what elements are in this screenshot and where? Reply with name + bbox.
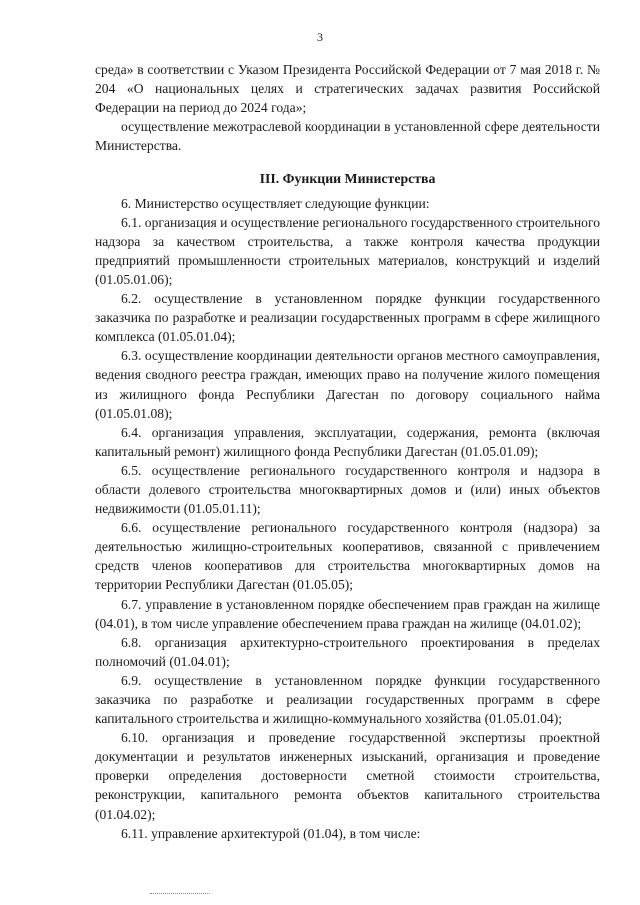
section-heading: III. Функции Министерства <box>259 171 436 187</box>
page-number: 3 <box>317 30 323 44</box>
intro-paragraph: осуществление межотраслевой координации в установленной сфере деятельности Министерства. <box>95 119 600 154</box>
function-item-6-9: 6.9. осуществление в установленном порядке функции государственного заказчика по разработке и реализации государственных программ в сфере капитального строительства и жилищно-коммунального хозяйства (01.05.01.04); <box>95 672 600 727</box>
function-item-6-8: 6.8. организация архитектурно-строительного проектирования в пределах полномочий (01.04.01); <box>95 634 600 669</box>
function-item-6-5: 6.5. осуществление регионального государственного контроля и надзора в области долевого строительства многоквартирных домов и (или) иных объектов недвижимости (01.05.01.11); <box>95 462 600 517</box>
function-item-6-6: 6.6. осуществление регионального государственного контроля (надзора) за деятельностью жилищно-строительных кооперативов, связанной с привлечением средств членов кооперативов для строительства многоквартирных домов на территории Республики Дагестан (01.05.05); <box>95 520 600 593</box>
function-item-6-10: 6.10. организация и проведение государственной экспертизы проектной документации и результатов инженерных изысканий, организация и проведение проверки определения достоверности сметной стоимости строительства, реконструкции, капитального ремонта объектов капитального строительства (01.04.02); <box>95 730 600 822</box>
function-item-6-4: 6.4. организация управления, эксплуатации, содержания, ремонта (включая капитальный ремонт) жилищного фонда Республики Дагестан (01.05.01.09); <box>95 424 600 459</box>
section-lead-paragraph: 6. Министерство осуществляет следующие функции: <box>121 195 430 211</box>
function-item-6-7: 6.7. управление в установленном порядке обеспечением прав граждан на жилище (04.01), в том числе управление обеспечением права граждан на жилище (04.01.02); <box>95 596 600 631</box>
scan-artifact-mark <box>150 893 210 895</box>
function-item-6-3: 6.3. осуществление координации деятельности органов местного самоуправления, ведения сводного реестра граждан, имеющих право на получение жилого помещения из жилищного фонда Республики Дагестан по договору социального найма (01.05.01.08); <box>95 348 600 421</box>
function-item-6-1: 6.1. организация и осуществление регионального государственного строительного надзора за качеством строительства, а также контроля качества продукции предприятий промышленности строительных материалов, конструкций и изделий (01.05.01.06); <box>95 214 600 287</box>
function-item-6-2: 6.2. осуществление в установленном порядке функции государственного заказчика по разработке и реализации государственных программ в сфере жилищного комплекса (01.05.01.04); <box>95 291 600 345</box>
function-item-6-11: 6.11. управление архитектурой (01.04), в том числе: <box>121 825 421 841</box>
intro-paragraph-continued: среда» в соответствии с Указом Президента Российской Федерации от 7 мая 2018 г. № 204 «О национальных целях и стратегических задачах развития Российской Федерации на период до 2024 года»; <box>95 62 600 116</box>
document-body <box>95 60 600 843</box>
